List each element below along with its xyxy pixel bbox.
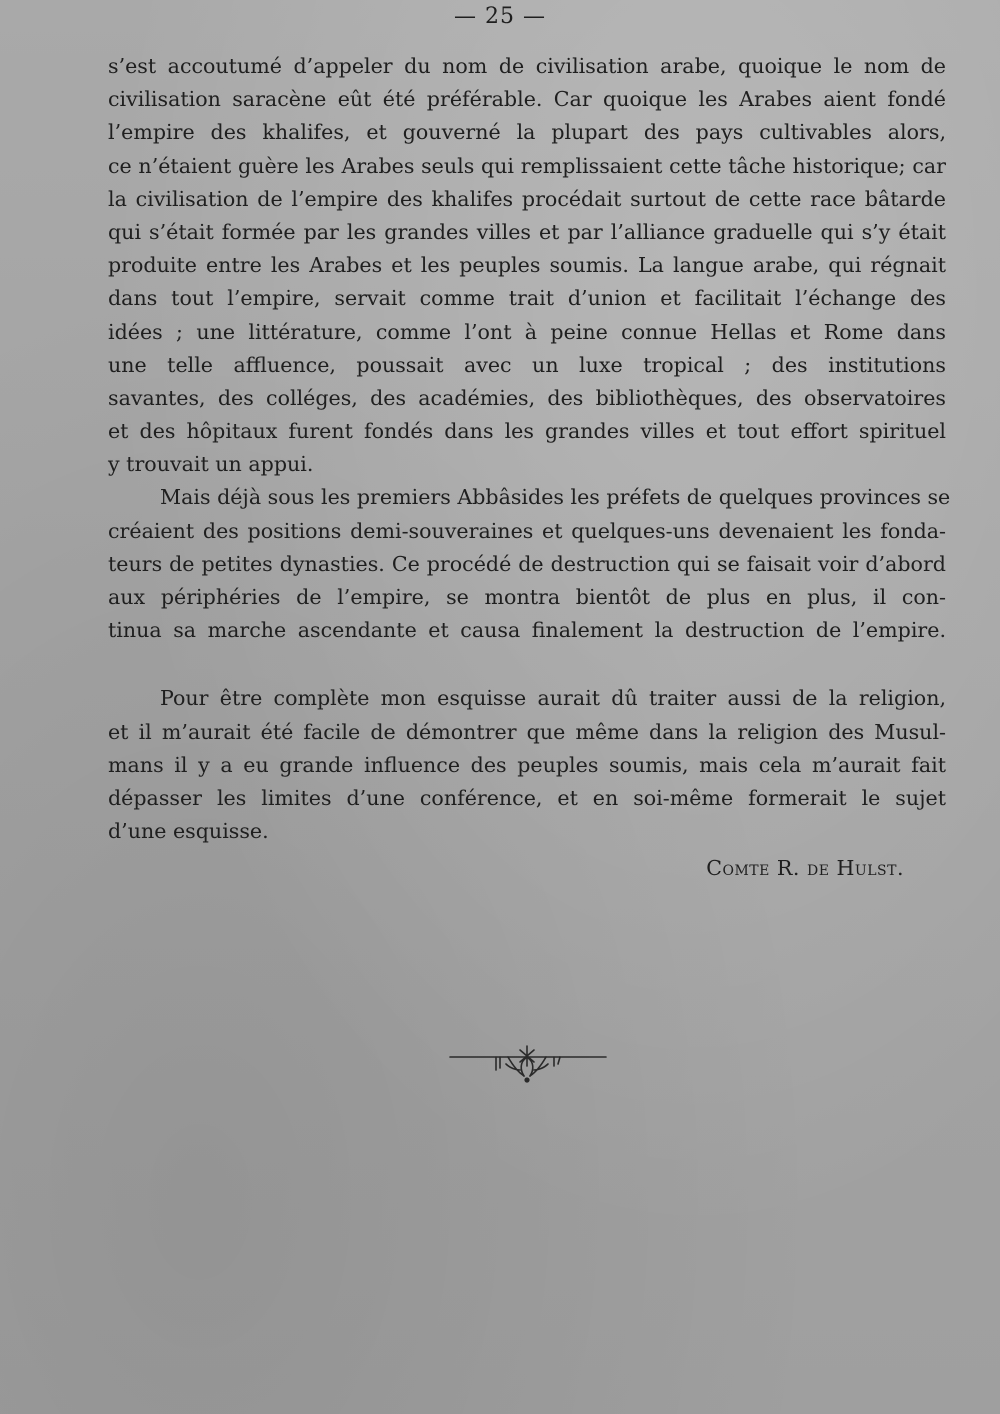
signature-text: Comte R. de Hulst. bbox=[706, 856, 904, 880]
text-line: produite entre les Arabes et les peuples soumis. La langue arabe, qui régnait bbox=[108, 253, 946, 278]
paragraph-2 bbox=[108, 481, 951, 647]
text-line: Pour être complète mon esquisse aurait dû traiter aussi de la religion, bbox=[160, 686, 946, 711]
text-line: teurs de petites dynasties. Ce procédé de destruction qui se faisait voir d’abord bbox=[108, 551, 946, 576]
text-line: mans il y a eu grande influence des peuples soumis, mais cela m’aurait fait bbox=[108, 752, 946, 777]
text-line: dépasser les limites d’une conférence, et en soi-même formerait le sujet bbox=[108, 785, 946, 810]
text-line: civilisation saracène eût été préférable. Car quoique les Arabes aient fondé bbox=[108, 87, 946, 112]
text-line: tinua sa marche ascendante et causa finalement la destruction de l’empire. bbox=[108, 618, 946, 643]
text-line: créaient des positions demi-souveraines et quelques-uns devenaient les fonda- bbox=[108, 518, 946, 543]
text-line: d’une esquisse. bbox=[108, 819, 269, 844]
text-line: Mais déjà sous les premiers Abbâsides les préfets de quelques provinces se bbox=[160, 485, 951, 510]
paragraph-1 bbox=[108, 50, 946, 481]
fleuron-ornament-icon bbox=[446, 1040, 610, 1100]
text-line: l’empire des khalifes, et gouverné la plupart des pays cultivables alors, bbox=[108, 120, 946, 145]
paragraph-gap bbox=[108, 647, 946, 682]
text-line: savantes, des colléges, des académies, des bibliothèques, des observatoires bbox=[108, 385, 946, 410]
text-line: s’est accoutumé d’appeler du nom de civilisation arabe, quoique le nom de bbox=[108, 54, 946, 78]
text-line: y trouvait un appui. bbox=[108, 452, 314, 477]
text-line: ce n’étaient guère les Arabes seuls qui remplissaient cette tâche historique; car bbox=[108, 153, 946, 178]
page-number: — 25 — bbox=[454, 4, 546, 29]
text-line: et il m’aurait été facile de démontrer que même dans la religion des Musul- bbox=[108, 719, 946, 744]
text-line: la civilisation de l’empire des khalifes procédait surtout de cette race bâtarde bbox=[108, 186, 946, 211]
text-line: une telle affluence, poussait avec un luxe tropical ; des institutions bbox=[108, 352, 946, 377]
text-line: dans tout l’empire, servait comme trait d’union et facilitait l’échange des bbox=[108, 286, 946, 311]
author-signature bbox=[706, 856, 904, 880]
text-line: aux périphéries de l’empire, se montra bientôt de plus en plus, il con- bbox=[108, 585, 946, 609]
text-line: idées ; une littérature, comme l’ont à peine connue Hellas et Rome dans bbox=[108, 319, 946, 344]
body-text bbox=[108, 50, 951, 848]
text-line: qui s’était formée par les grandes villes et par l’alliance graduelle qui s’y était bbox=[108, 219, 946, 244]
text-line: et des hôpitaux furent fondés dans les grandes villes et tout effort spirituel bbox=[108, 419, 946, 444]
paragraph-3 bbox=[108, 682, 946, 848]
